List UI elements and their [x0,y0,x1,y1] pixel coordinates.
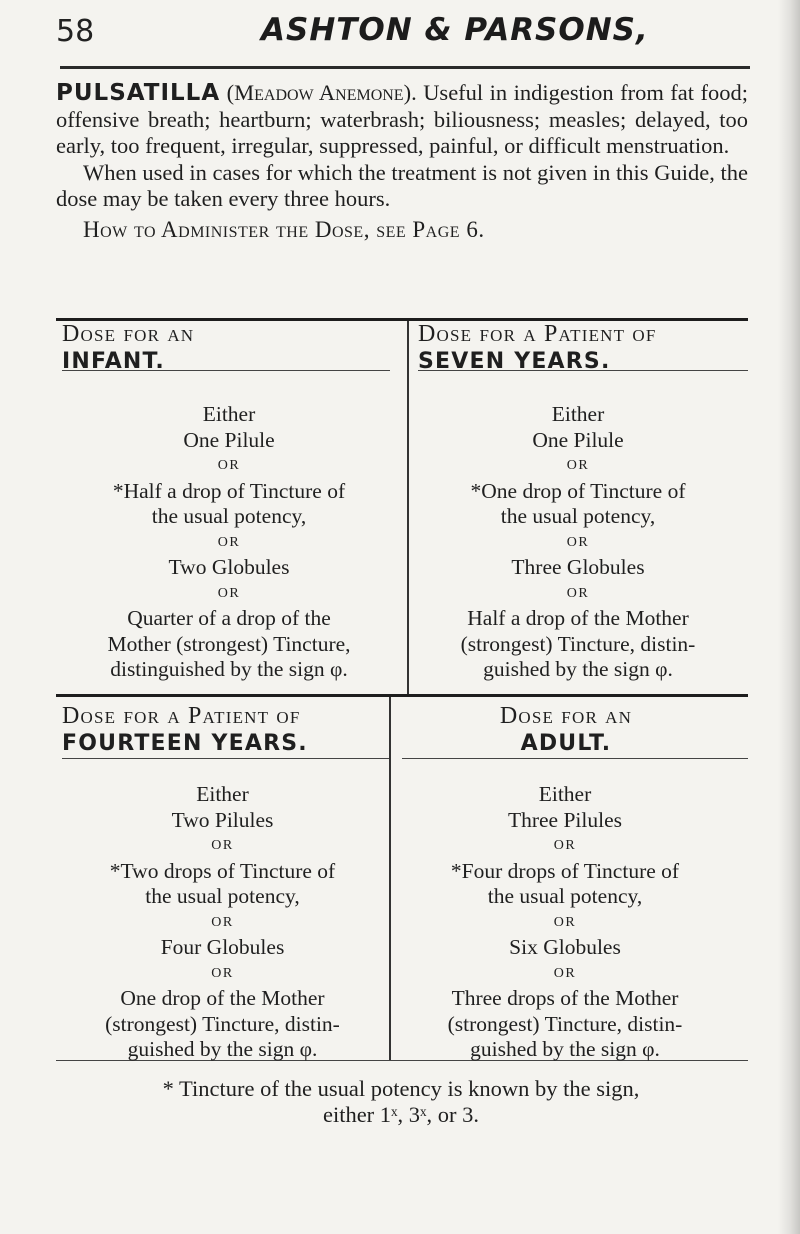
dose-line: Two Pilules [171,807,274,832]
header-divider-left-bottom [62,758,390,759]
dose-heading-adult [436,704,696,756]
dose-line: *Half a drop of Tincture of [112,478,346,503]
dose-body-fourteen-years [56,782,389,1063]
header-rule [60,66,750,69]
dose-heading-line1: Dose for an [62,321,195,347]
remedy-paragraph [56,80,748,160]
dose-line: guished by the sign φ. [470,1037,660,1061]
dose-heading-infant [62,322,194,374]
dose-body-adult [392,782,738,1063]
dose-line: *Four drops of Tincture of [450,858,680,883]
dose-heading-line2: INFANT. [62,349,165,374]
dose-heading-line1: Dose for a Patient of [418,321,657,347]
dose-line: distinguished by the sign φ. [110,657,348,681]
dose-heading-line2: FOURTEEN YEARS. [62,731,308,756]
page-number: 58 [56,14,95,49]
dose-line: Six Globules [509,935,621,959]
dose-or: OR [553,838,577,853]
dose-or: OR [566,585,590,601]
remedy-common-name: (Meadow Anemone). [226,80,417,105]
remedy-name: PULSATILLA [56,80,221,106]
dose-line: Mother (strongest) Tincture, [107,631,351,656]
dose-line: (strongest) Tincture, distin- [447,1011,683,1036]
remedy-indications: Useful in indigestion from fat food; offensive breath; heartburn; waterbrash; biliousness; measles; delayed, too early, too frequent, irregular, suppressed, painful, or difficult menstruation. [56,80,749,158]
dose-line: Quarter of a drop of the [127,606,331,630]
dose-or: OR [217,534,241,550]
dose-line: guished by the sign φ. [127,1037,318,1061]
dose-line: the usual potency, [500,504,656,528]
dose-body-seven-years [408,402,748,683]
dose-line: Four Globules [160,935,285,959]
table-middle-rule [56,694,748,697]
administer-reference: How to Administer the Dose, see Page 6. [83,216,485,242]
dose-heading-line2: SEVEN YEARS. [418,349,611,374]
page-edge-shadow [778,0,800,1234]
page-header [56,8,756,58]
dose-or: OR [566,458,590,473]
dose-line: Three Pilules [507,807,623,832]
dose-line: Two Globules [168,555,290,579]
dose-or: OR [211,838,234,853]
dose-or: OR [553,965,577,981]
dose-line: Either [202,402,256,426]
dose-line: guished by the sign φ. [483,657,673,681]
dose-line: Three drops of the Mother [451,986,679,1010]
dose-line: *Two drops of Tincture of [109,858,336,883]
dose-line: One Pilule [532,427,624,452]
dose-line: One Pilule [183,427,275,452]
running-head: ASHTON & PARSONS, [261,12,649,48]
dose-line: Three Globules [511,555,645,579]
dose-line: One drop of the Mother [120,986,325,1010]
dose-heading-seven-years [418,322,657,374]
dose-or: OR [211,965,234,981]
header-divider-right-bottom [402,758,748,759]
dose-line: the usual potency, [151,504,307,528]
dose-line: Half a drop of the Mother [467,606,689,630]
remedy-description [56,80,748,243]
dose-line: Either [538,782,592,806]
dose-line: (strongest) Tincture, distin- [460,631,696,656]
dose-heading-fourteen-years [62,704,308,756]
dose-line: *One drop of Tincture of [470,478,686,503]
dose-or: OR [566,534,590,550]
dose-table [56,318,754,1066]
dose-heading-line1: Dose for an [499,703,633,729]
dose-or: OR [211,914,234,930]
dose-body-infant [56,402,402,683]
dose-or: OR [217,458,241,473]
dose-heading-line1: Dose for a Patient of [62,703,301,729]
footnote [56,1076,746,1128]
footnote-line2: either 1ˣ, 3ˣ, or 3. [322,1102,480,1127]
dose-line: Either [196,782,249,806]
dose-or: OR [217,585,241,601]
column-divider-bottom [389,697,391,1060]
dose-line: (strongest) Tincture, distin- [105,1011,340,1036]
dose-line: Either [551,402,605,426]
footnote-line1: * Tincture of the usual potency is known by the sign, [162,1076,640,1101]
dose-line: the usual potency, [145,884,300,908]
dose-or: OR [553,914,577,930]
dose-heading-line2: ADULT. [520,731,612,756]
dosage-frequency-note: When used in cases for which the treatment is not given in this Guide, the dose may be taken every three hours. [56,159,748,211]
dose-line: the usual potency, [487,884,643,908]
